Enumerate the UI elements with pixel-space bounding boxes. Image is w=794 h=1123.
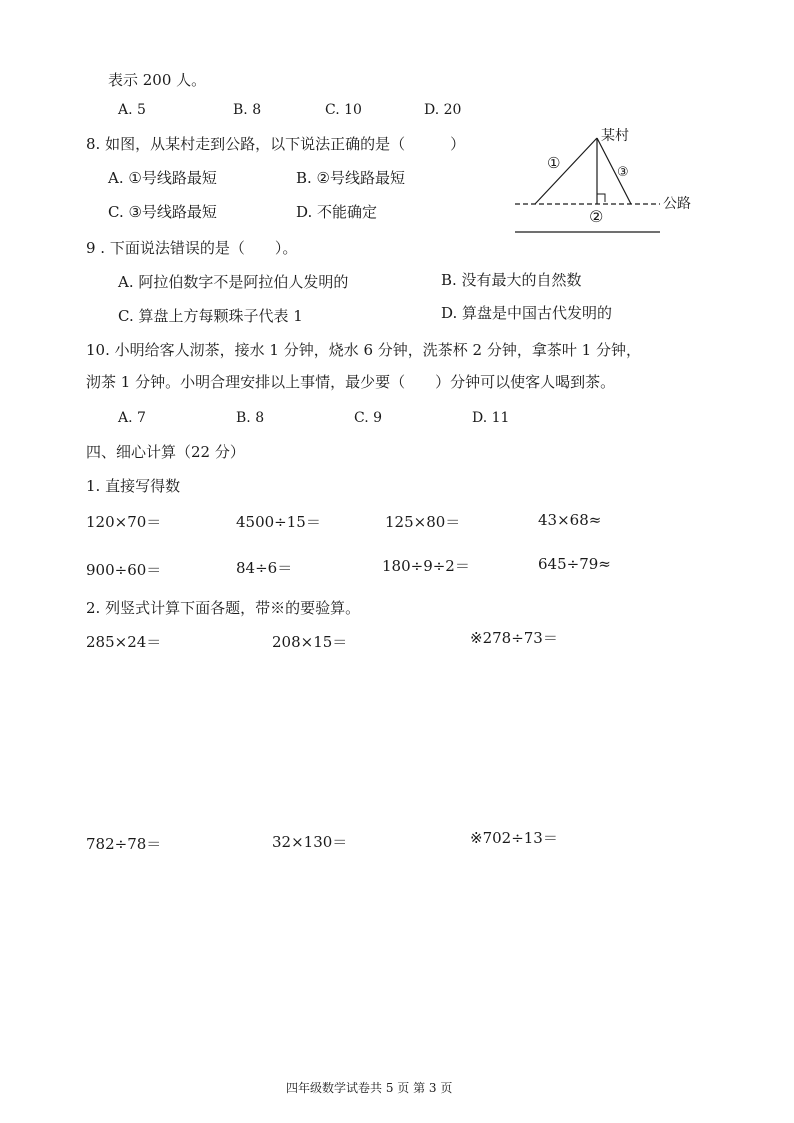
q9-option-a: A. 阿拉伯数字不是阿拉伯人发明的 bbox=[118, 273, 349, 291]
q8-option-b: B. ②号线路最短 bbox=[296, 169, 406, 187]
q10-option-a: A. 7 bbox=[118, 410, 146, 426]
q10-option-d: D. 11 bbox=[472, 410, 510, 426]
mental-calc-item: 84÷6＝ bbox=[236, 559, 293, 577]
village-road-diagram bbox=[505, 128, 705, 238]
road-label: 公路 bbox=[663, 196, 691, 212]
vertical-calc-item: 285×24＝ bbox=[86, 633, 162, 651]
page-footer: 四年级数学试卷共 5 页 第 3 页 bbox=[286, 1081, 453, 1095]
mental-calc-item: 900÷60＝ bbox=[86, 561, 162, 579]
q10-option-c: C. 9 bbox=[354, 410, 383, 426]
q10-option-b: B. 8 bbox=[236, 410, 265, 426]
q8-option-c: C. ③号线路最短 bbox=[108, 203, 217, 221]
mental-calc-item: 120×70＝ bbox=[86, 513, 162, 531]
q9-option-c: C. 算盘上方每颗珠子代表 1 bbox=[118, 307, 303, 325]
q8-stem: 8. 如图，从某村走到公路，以下说法正确的是（ ） bbox=[86, 135, 466, 153]
mental-calc-item: 4500÷15＝ bbox=[236, 513, 321, 531]
vertical-calc-item: ※278÷73＝ bbox=[470, 629, 558, 647]
route-2-label: ② bbox=[589, 207, 604, 226]
q7-option-b: B. 8 bbox=[233, 102, 262, 118]
q8-option-d: D. 不能确定 bbox=[296, 203, 378, 221]
route-3-label: ③ bbox=[617, 165, 629, 180]
q9-option-b: B. 没有最大的自然数 bbox=[441, 271, 582, 289]
q7-option-d: D. 20 bbox=[424, 102, 462, 118]
route-1-label: ① bbox=[547, 154, 561, 172]
q10-line-1: 10. 小明给客人沏茶，接水 1 分钟，烧水 6 分钟，洗茶杯 2 分钟，拿茶叶 1 分钟， bbox=[86, 341, 641, 359]
vertical-calc-item: 208×15＝ bbox=[272, 633, 348, 651]
q9-stem: 9 . 下面说法错误的是（ ）。 bbox=[86, 239, 298, 257]
vertical-calc-item: 782÷78＝ bbox=[86, 835, 162, 853]
mental-calc-item: 645÷79≈ bbox=[538, 555, 611, 573]
q7-text-tail: 表示 200 人。 bbox=[108, 71, 207, 89]
route-1-line bbox=[535, 138, 597, 204]
q9-option-d: D. 算盘是中国古代发明的 bbox=[441, 304, 613, 322]
vertical-calc-item: ※702÷13＝ bbox=[470, 829, 558, 847]
mental-calc-item: 180÷9÷2＝ bbox=[382, 557, 470, 575]
q7-option-c: C. 10 bbox=[325, 102, 362, 118]
village-label: 某村 bbox=[601, 128, 629, 144]
vertical-calc-item: 32×130＝ bbox=[272, 833, 348, 851]
q10-line-2: 沏茶 1 分钟。小明合理安排以上事情，最少要（ ）分钟可以使客人喝到茶。 bbox=[86, 373, 616, 391]
right-angle-mark bbox=[597, 194, 605, 202]
mental-calc-item: 125×80＝ bbox=[385, 513, 461, 531]
q8-option-a: A. ①号线路最短 bbox=[108, 169, 217, 187]
part-1-title: 1. 直接写得数 bbox=[86, 477, 181, 495]
part-2-title: 2. 列竖式计算下面各题，带※的要验算。 bbox=[86, 599, 361, 617]
mental-calc-item: 43×68≈ bbox=[538, 511, 602, 529]
section-4-title: 四、细心计算（22 分） bbox=[86, 443, 245, 461]
q7-option-a: A. 5 bbox=[118, 102, 146, 118]
